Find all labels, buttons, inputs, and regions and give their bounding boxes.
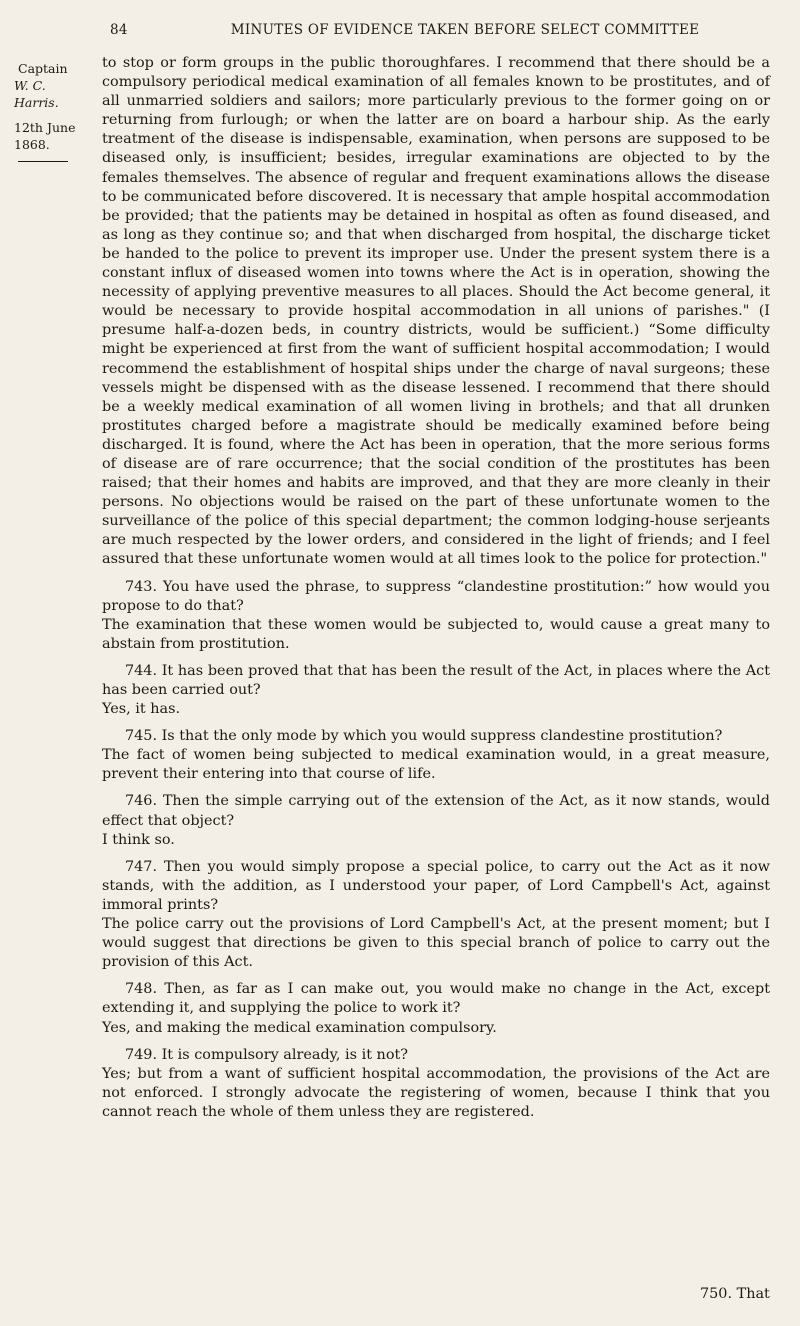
answer-748: Yes, and making the medical examination compulsory.: [102, 1019, 497, 1036]
witness-name: W. C. Harris.: [14, 78, 59, 110]
margin-rule: [18, 161, 68, 162]
question-745: 745. Is that the only mode by which you would suppress clandestine prostitution?: [125, 728, 723, 745]
margin-note: [14, 60, 78, 162]
question-749: 749. It is compulsory already, is it not?: [125, 1046, 408, 1063]
catchword: 750. That: [700, 1286, 770, 1302]
question-747: 747. Then you would simply propose a special police, to carry out the Act as it now stands, with the addition, as I understood your paper, of Lord Campbell's Act, against immoral prints?: [102, 858, 770, 913]
question-743: 743. You have used the phrase, to suppress “clandestine prostitution:” how would you propose to do that?: [102, 578, 770, 614]
witness-rank: Captain: [18, 61, 68, 76]
answer-744: Yes, it has.: [102, 701, 181, 718]
question-748: 748. Then, as far as I can make out, you would make no change in the Act, except extending it, and supplying the police to work it?: [102, 981, 770, 1017]
page-number: 84: [110, 22, 128, 38]
answer-745: The fact of women being subjected to medical examination would, in a great measure, prevent their entering into that course of life.: [102, 747, 770, 783]
evidence-date: 12th June 1868.: [14, 120, 76, 152]
question-746: 746. Then the simple carrying out of the extension of the Act, as it now stands, would effect that object?: [102, 793, 770, 829]
running-title: MINUTES OF EVIDENCE TAKEN BEFORE SELECT COMMITTEE: [230, 22, 700, 38]
answer-749: Yes; but from a want of sufficient hospital accommodation, the provisions of the Act are not enforced. I strongly advocate the registering of women, because I think that you cannot reach the whole of them unless they are registered.: [102, 1065, 770, 1120]
answer-746: I think so.: [102, 831, 175, 848]
answer-743: The examination that these women would be subjected to, would cause a great many to abstain from prostitution.: [102, 616, 770, 652]
question-744: 744. It has been proved that that has been the result of the Act, in places where the Act has been carried out?: [102, 662, 770, 698]
answer-747: The police carry out the provisions of Lord Campbell's Act, at the present moment; but I would suggest that directions be given to this special branch of police to carry out the provision of this Act.: [102, 916, 770, 971]
opening-paragraph: to stop or form groups in the public thoroughfares. I recommend that there should be a compulsory periodical medical examination of all females known to be prostitutes, and of all unmarried soldiers and sailors; more particularly previous to the former going on or returning from furlough; or when the latter are on board a harbour ship. As the early treatment of the disease is indispensable, examination, when persons are supposed to be diseased only, is insufficient; besides, irregular examinations are objected to by the females themselves. The absence of regular and frequent examinations allows the disease to be communicated before discovered. It is necessary that ample hospital accommodation be provided; that the patients may be detained in hospital as often as found diseased, and as long as they continue so; and that when discharged from hospital, the discharge ticket be handed to the police to prevent its improper use. Under the present system there is a constant influx of diseased women into towns where the Act is in operation, showing the necessity of applying preventive measures to all places. Should the Act become general, it would be necessary to provide hospital accommodation in all unions of parishes." (I presume half-a-dozen beds, in country districts, would be sufficient.) “Some difficulty might be experienced at first from the want of sufficient hospital accommodation; I would recommend the establishment of hospital ships under the charge of naval surgeons; these vessels might be dispensed with as the disease lessened. I recommend that there should be a weekly medical examination of all women living in brothels; and that all drunken prostitutes charged before a magistrate should be medically examined before being discharged. It is found, where the Act has been in operation, that the more serious forms of disease are of rare occurrence; that the social condition of the prostitutes has been raised; that their homes and habits are improved, and that they are more cleanly in their persons. No objections would be raised on the part of these unfortunate women to the surveillance of the police of this special department; the common lodging-house serjeants are much respected by the lower orders, and considered in the light of friends; and I feel assured that these unfortunate women would at all times look to the police for protection.": [102, 55, 770, 568]
evidence-text: [102, 54, 770, 1122]
